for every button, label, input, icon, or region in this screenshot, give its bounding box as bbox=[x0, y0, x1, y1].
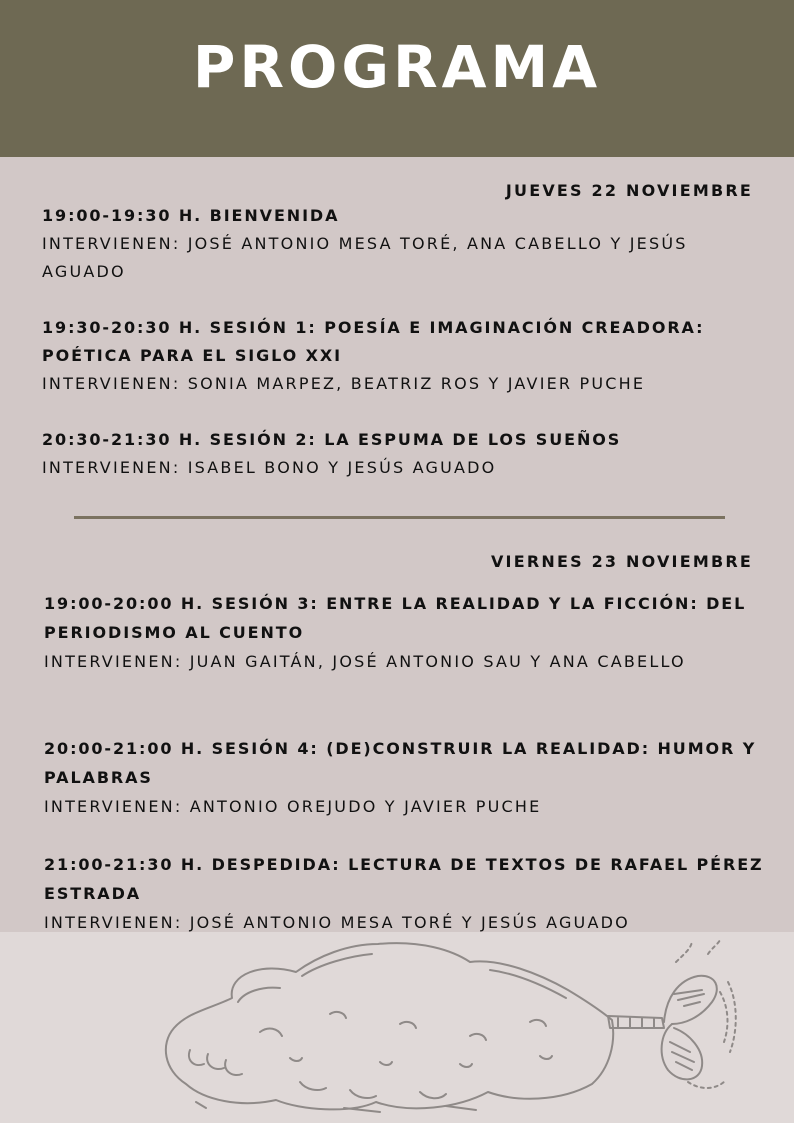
entry-speakers: INTERVIENEN: ANTONIO OREJUDO Y JAVIER PUCHE bbox=[44, 797, 542, 816]
program-entry-session-2 bbox=[42, 426, 777, 482]
entry-speakers: INTERVIENEN: JOSÉ ANTONIO MESA TORÉ Y JESÚS AGUADO bbox=[44, 913, 630, 932]
program-entry-farewell bbox=[44, 850, 779, 937]
entry-speakers: INTERVIENEN: ISABEL BONO Y JESÚS AGUADO bbox=[42, 458, 497, 477]
header-banner bbox=[0, 0, 794, 157]
entry-title: 19:00-20:00 H. SESIÓN 3: ENTRE LA REALIDAD Y LA FICCIÓN: DEL PERIODISMO AL CUENTO bbox=[44, 594, 747, 642]
footer-illustration-area bbox=[0, 932, 794, 1123]
program-entry-session-3 bbox=[44, 589, 779, 676]
entry-title: 19:00-19:30 H. BIENVENIDA bbox=[42, 206, 340, 225]
program-entry-session-1 bbox=[42, 314, 777, 398]
program-entry-session-4 bbox=[44, 734, 779, 821]
page-title: PROGRAMA bbox=[192, 33, 602, 101]
entry-title: 20:30-21:30 H. SESIÓN 2: LA ESPUMA DE LOS SUEÑOS bbox=[42, 430, 622, 449]
windup-lemon-sketch-icon bbox=[0, 932, 794, 1123]
entry-speakers: INTERVIENEN: SONIA MARPEZ, BEATRIZ ROS Y JAVIER PUCHE bbox=[42, 374, 646, 393]
entry-speakers: INTERVIENEN: JUAN GAITÁN, JOSÉ ANTONIO SAU Y ANA CABELLO bbox=[44, 652, 686, 671]
entry-title: 21:00-21:30 H. DESPEDIDA: LECTURA DE TEXTOS DE RAFAEL PÉREZ ESTRADA bbox=[44, 855, 764, 903]
section-divider bbox=[74, 516, 725, 519]
entry-title: 20:00-21:00 H. SESIÓN 4: (DE)CONSTRUIR LA REALIDAD: HUMOR Y PALABRAS bbox=[44, 739, 757, 787]
program-entry-welcome bbox=[42, 202, 777, 286]
day-heading-friday: VIERNES 23 NOVIEMBRE bbox=[490, 552, 753, 571]
program-content bbox=[0, 157, 794, 932]
entry-speakers: INTERVIENEN: JOSÉ ANTONIO MESA TORÉ, ANA CABELLO Y JESÚS AGUADO bbox=[42, 234, 688, 281]
entry-title: 19:30-20:30 H. SESIÓN 1: POESÍA E IMAGINACIÓN CREADORA: POÉTICA PARA EL SIGLO XXI bbox=[42, 318, 705, 365]
day-heading-thursday: JUEVES 22 NOVIEMBRE bbox=[505, 181, 753, 200]
